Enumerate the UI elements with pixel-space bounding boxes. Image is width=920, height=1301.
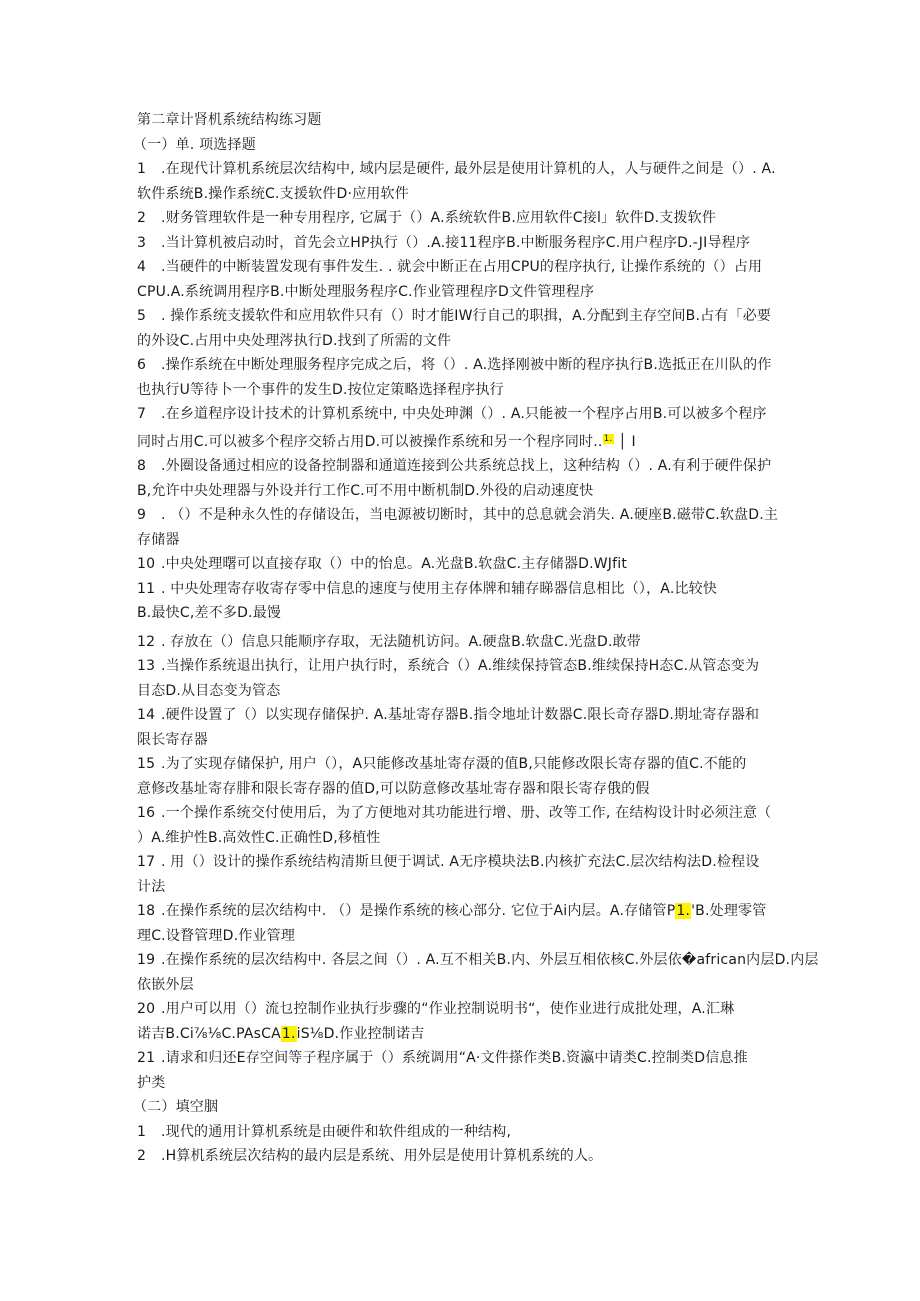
question-item (137, 948, 819, 997)
question-item (137, 353, 785, 402)
question-number: 19 (137, 952, 156, 968)
question-number: 8 (137, 458, 147, 474)
fill-number: 2 (137, 1148, 147, 1164)
highlight-trailing-text: 'B.处理零管 (691, 903, 767, 919)
question-text: .财务管理软件是一种专用程序, 它属于（）A.系统软件B.应用软件C接l」软件D.支拨软件 (161, 210, 717, 226)
question-text: . 中央处理寄存收寄存零中信息的速度与使用主存体牌和辅存睇器信息相比（），A.比较快 (161, 580, 718, 597)
question-text: B.最快C,差不多D.最馒 (137, 605, 282, 621)
question-number: 20 (137, 1001, 156, 1017)
question-item (137, 552, 785, 577)
question-text: . 用（）设计的操作系统结构清斯旦便于调试. A无序模块法B.内核扩充法C.层次结构法D.检程设 (161, 854, 760, 870)
question-item (137, 402, 785, 454)
question-text: 存储器 (137, 531, 180, 548)
question-number: 17 (137, 854, 156, 870)
question-text: ）A.维护性B.高效性C.正确性D,移植性 (137, 829, 381, 846)
question-text: .外圈设备通过相应的设备控制器和通道连接到公共系统总找上，这种结构（）. A.有利于硬件保护 (161, 458, 772, 474)
question-text: 计法 (137, 878, 166, 895)
question-text: 理C.设瞀管理D.作业管理 (137, 927, 296, 944)
question-number: 15 (137, 756, 156, 772)
question-text: 意修改基址寄存腓和限长寄存器的值D,可以防意修改基址寄存器和限长寄存俄的假 (137, 780, 650, 797)
question-number: 14 (137, 707, 156, 723)
question-item (137, 801, 785, 850)
highlight-trailing-text: iS⅛D.作业控制诺吉 (296, 1025, 425, 1042)
question-number: 2 (137, 210, 147, 226)
question-text: .在操作系统的层次结构中. 各层之间（）. A.互不相关B.内、外层互相依核C.外层依�african内层D.内层 (161, 952, 819, 968)
question-text: . （）不是种永久性的存储设缶，当电源被切断时，其中的总息就会消失. A.硬座B.磁带C.软盘D.主 (161, 507, 779, 523)
question-text: .在现代计算机系统层次结构中, 域内层是硬件, 最外层是使用计算机的人，人与硬件之间是（）. A. (161, 161, 776, 177)
question-number: 10 (137, 556, 156, 572)
fill-number: 1 (137, 1123, 147, 1140)
fill-blank-item (137, 1144, 785, 1169)
question-item (137, 703, 785, 752)
section-heading-fill-blank: （二）填空胭 (133, 1099, 219, 1115)
highlight-mark: 1. (676, 903, 691, 919)
question-item (137, 304, 785, 353)
question-text: B,允许中央处理器与外设并行工作C.可不用中断机制D.外役的启动速度快 (137, 482, 594, 499)
question-number: 6 (137, 357, 147, 373)
question-text: . 操作系统支援软件和应用软件只有（）时才能IW行自己的职揖，A.分配到主存空间B.占有「必要 (161, 308, 772, 324)
document-title: 第二章计肾机系统结构练习题 (137, 112, 322, 128)
question-text: .在操作系统的层次结构中. （）是操作系统的核心部分. 它位于Ai内层。A.存储管P (161, 903, 676, 919)
question-number: 21 (137, 1050, 156, 1066)
question-number: 3 (137, 234, 147, 251)
question-number: 9 (137, 507, 147, 523)
trailing-marks: │ I (613, 433, 636, 450)
question-text: .硬件设置了（）以实现存储保护. A.基址寄存器B.指令地址计数器C.限长奇存器D.期址寄存器和 (161, 707, 760, 723)
question-item (137, 1046, 785, 1095)
question-list (137, 157, 819, 1095)
question-text: 护类 (137, 1074, 166, 1091)
fill-text: .H算机系统层次结构的最内层是系统、用外层是使用计算机系统的人。 (161, 1148, 603, 1164)
question-number: 11 (137, 580, 156, 597)
fill-text: .现代的通用计算机系统是由硬件和软件组成的一种结构, (161, 1123, 512, 1140)
question-item (137, 654, 785, 703)
question-text: .当硬件的中断装置发现有事件发生. . 就会中断正在占用CPU的程序执行, 让操作系统的（）占用 (161, 259, 763, 275)
question-text: 限长寄存器 (137, 731, 208, 748)
question-item (137, 157, 785, 206)
question-number: 1 (137, 161, 147, 177)
question-text: 也执行U等待卜一个事件的发生D.按位定策略选择程序执行 (137, 381, 504, 398)
question-text: .操作系统在中断处理服务程序完成之后，将（）. A.选择刚被中断的程序执行B.选抵正在川队的作 (161, 357, 772, 373)
question-text: .当操作系统退出执行，让用户执行时，系统合（）A.维续保持管态B.维续保持H态C.从管态变为 (161, 658, 760, 674)
document-page (133, 108, 819, 1169)
question-number: 18 (137, 903, 156, 919)
question-text: 诺吉B.Ci⅞⅛C.PAsCA (137, 1025, 281, 1042)
question-text: 同时占用C.可以被多个程序交轿占用D.可以被操作系统和另一个程序同时.. (137, 433, 603, 450)
question-text: .在乡道程序设计技术的计算机系统中, 中央处珅渊（）. A.只能被一个程序占用B.可以被多个程序 (161, 406, 767, 422)
question-number: 7 (137, 406, 147, 422)
question-item (137, 630, 785, 655)
question-text: .一个操作系统交付使用后，为了方便地对其功能进行增、册、改等工作, 在结构设计时必须注意（ (161, 805, 772, 821)
question-item (137, 577, 785, 626)
question-number: 12 (137, 633, 156, 650)
highlight-mark: 1. (603, 433, 613, 444)
question-item (137, 206, 785, 231)
question-item (137, 454, 785, 503)
question-number: 16 (137, 805, 156, 821)
question-number: 5 (137, 308, 147, 324)
question-text: .中央处理曙可以直接存取（）中的怡息。A.光盘B.软盘C.主存储器D.WJfit (161, 556, 628, 572)
question-item (137, 850, 785, 899)
fill-blank-list (137, 1120, 785, 1169)
question-item (137, 503, 785, 552)
question-text: 目态D.从目态变为管态 (137, 682, 281, 699)
section-heading-single-choice: （一）单. 项选择题 (133, 136, 256, 153)
question-text: .为了实现存储保护, 用户（），A只能修改基址寄存滠的值B,只能修改限长寄存器的值C.不能的 (161, 756, 747, 772)
question-item (137, 231, 785, 256)
question-number: 4 (137, 259, 147, 275)
highlight-mark: 1. (281, 1025, 296, 1042)
question-text: .用户可以用（）流乜控制作业执行步骤的“作业控制说明书“，使作业进行成批处理，A.汇琳 (161, 1001, 735, 1017)
question-text: 软件系统B.操作系统C.支援软件D·应用软件 (137, 185, 409, 202)
question-text: 的外设C.占用中央处理涔执行D.找到了所需的文件 (137, 332, 452, 349)
question-item (137, 997, 785, 1046)
question-text: . 存放在（）信息只能顺序存取，无法随机访问。A.硬盘B.软盘C.光盘D.敢带 (161, 633, 641, 650)
question-number: 13 (137, 658, 156, 674)
question-text: .请求和归还E存空间等子程序属于（）系统调用“A·文件搽作类B.资瀛中请类C.控制类D信息推 (161, 1050, 748, 1066)
question-text: .当计算机被启动时，首先会立HP执行（）.A.接11程序B.中断服务程序C.用户程序D.-JI导程序 (161, 234, 751, 251)
question-text: CPU.A.系统调用程序B.中断处理服务程序C.作业管理程序D文件管理程序 (137, 283, 595, 300)
question-item (137, 752, 785, 801)
question-item (137, 255, 785, 304)
question-item (137, 899, 785, 948)
fill-blank-item (137, 1120, 785, 1145)
question-text: 依嵌外层 (137, 976, 194, 993)
